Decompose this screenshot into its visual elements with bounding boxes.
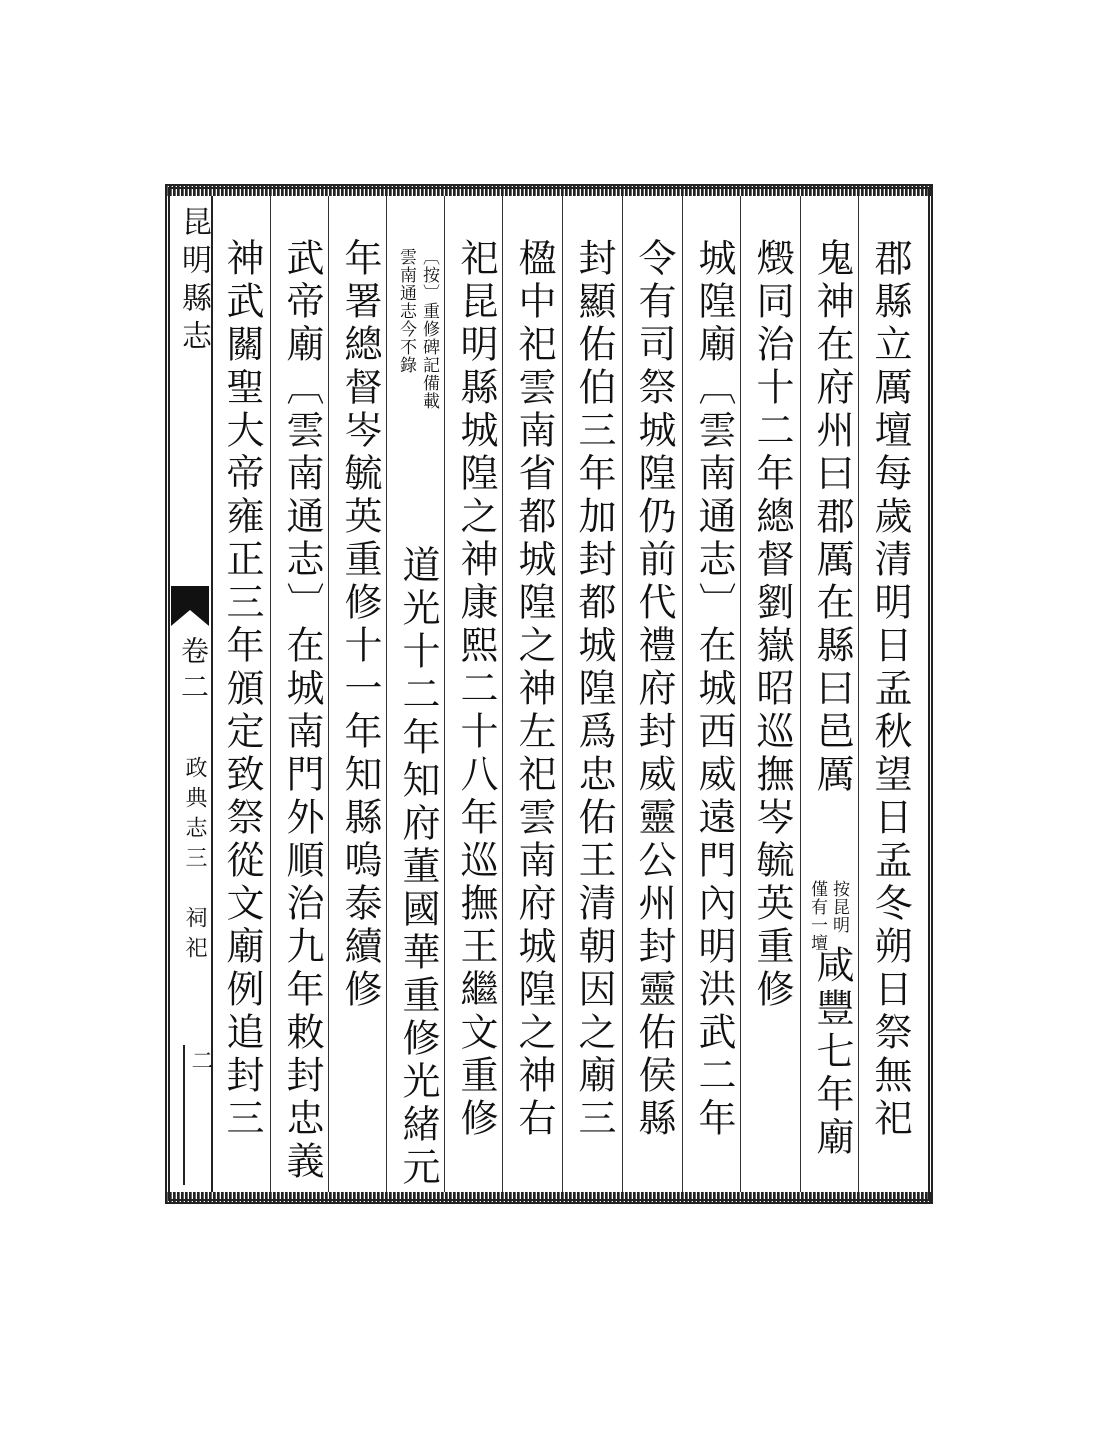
section-label: 政典志三 [182,756,207,876]
text-column-12: 神武關聖大帝雍正三年頒定致祭從文廟例追封三 [220,238,264,1141]
text-column-11: 武帝廟〔雲南通志〕在城南門外順治九年敕封忠義 [280,238,324,1184]
banxin-center-column [165,196,213,1192]
column-divider [270,196,271,1192]
text-column-1: 郡縣立厲壇每歲清明日孟秋望日孟冬朔日祭無祀 [868,238,912,1141]
fish-tail-mark [171,586,209,626]
column-divider [622,196,623,1192]
text-column-7: 楹中祀雲南省都城隍之神左祀雲南府城隍之神右 [512,238,556,1141]
text-column-6: 封顯佑伯三年加封都城隍爲忠佑王清朝因之廟三 [572,238,616,1141]
text-column-2a: 鬼神在府州曰郡厲在縣曰邑厲 [810,238,854,797]
text-column-2b: 咸豐七年廟 [810,945,854,1160]
text-column-9: 道光十二年知府董國華重修光緒元 [396,545,440,1190]
column-divider [502,196,503,1192]
page-number: 二 [188,1049,213,1079]
book-title: 昆明縣志 [176,206,211,358]
column-divider [858,196,859,1192]
column-divider [800,196,801,1192]
text-column-4: 城隍廟〔雲南通志〕在城西威遠門內明洪武二年 [692,238,736,1141]
text-column-5: 令有司祭城隍仍前代禮府封威靈公州封靈佑侯縣 [632,238,676,1141]
column-divider [682,196,683,1192]
text-column-10: 年署總督岑毓英重修十一年知縣嗚泰續修 [338,238,382,1012]
column-divider [386,196,387,1192]
column-divider [328,196,329,1192]
column-divider [562,196,563,1192]
page-number-bar [183,1045,213,1185]
volume-label: 卷二 [177,636,210,708]
column-divider [740,196,741,1192]
subsection-label: 祠祀 [182,906,207,966]
text-column-8: 祀昆明縣城隍之神康熙二十八年巡撫王繼文重修 [454,238,498,1141]
note-column-9b: 雲南通志今不錄 [396,248,416,374]
note-column-9a: 〔按〕重修碑記備載 [419,248,439,410]
column-divider [444,196,445,1192]
text-column-3: 燬同治十二年總督劉嶽昭巡撫岑毓英重修 [750,238,794,1012]
note-column-2a: 按昆明 [829,880,849,934]
note-column-2b: 僅有一壇 [807,880,827,952]
